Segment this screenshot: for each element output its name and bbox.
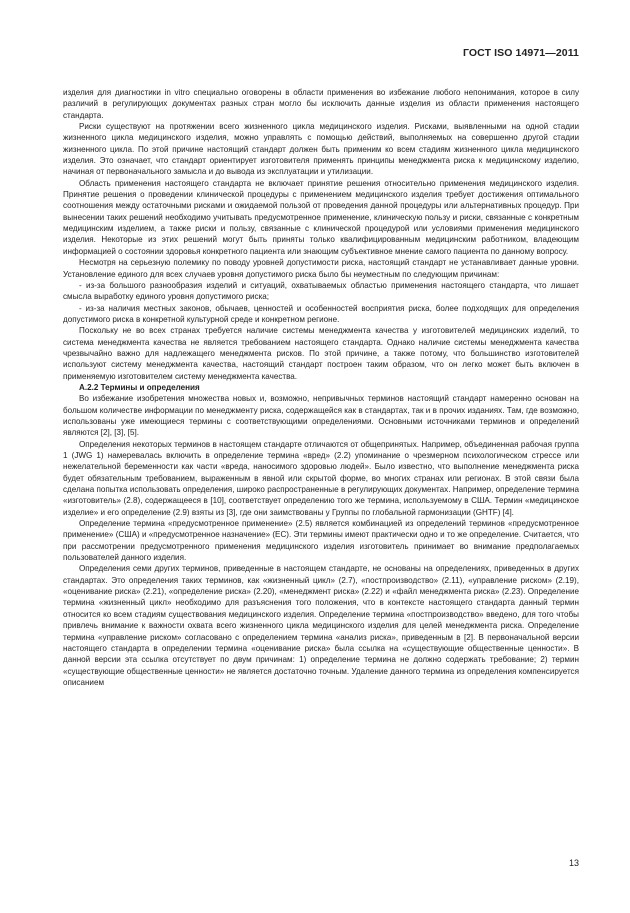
- paragraph: Во избежание изобретения множества новых и, возможно, непривычных терминов настоящий стандарт намеренно основан на большом количестве информации по менеджменту риска, содержащейся как в стандартах, так и в прочих изданиях. Там, где возможно, использованы уже имеющиеся термины с соответствующими определениями. Основными источниками терминов и определений являются [2], [3], [5].: [63, 394, 579, 438]
- paragraph: Поскольку не во всех странах требуется наличие системы менеджмента качества у изготовителей медицинских изделий, то система менеджмента качества не является требованием настоящего стандарта. Однако наличие системы менеджмента качества чрезвычайно важно для надлежащего менеджмента рисков. По этой причине, а также потому, что большинство изготовителей используют систему менеджмента качества, настоящий стандарт построен таким образом, что он легко может быть включен в применяемую изготовителем систему менеджмента качества.: [63, 326, 579, 381]
- paragraph: Определение термина «предусмотренное применение» (2.5) является комбинацией из определений терминов «предусмотренное применение» (США) и «предусмотренное назначение» (ЕС). Эти термины имеют практически одно и то же определение. Считается, что при рассмотрении предусмотренного применения медицинского изделия изготовитель принимает во внимание предполагаемых пользователей данного изделия.: [63, 519, 579, 563]
- paragraph: Определения некоторых терминов в настоящем стандарте отличаются от общепринятых. Например, объединенная рабочая группа 1 (JWG 1) намеревалась включить в определение термина «вред» (2.2) упоминание о чрезмерном психологическом стрессе или нежелательной беременности как части «вреда, наносимого здоровью людей». Было известно, что выполнение менеджмента риска будет обязательным требованием, выраженным в явной или скрытой форме, во многих странах или регионах. В этой связи была сделана попытка использовать определения, широко распространенные в регулирующих документах. Например, определение термина «изготовитель» (2.8), содержащееся в [10], соответствует определению того же термина, используемому в США. Термин «медицинское изделие» и его определение (2.9) взяты из [3], где они заимствованы у Группы по глобальной гармонизации (GHTF) [4].: [63, 439, 579, 517]
- paragraph: Риски существуют на протяжении всего жизненного цикла медицинского изделия. Рисками, выявленными на одной стадии жизненного цикла медицинского изделия, можно управлять с помощью действий, выполняемых на совершенно другой стадии жизненного цикла. По этой причине настоящий стандарт должен быть применим ко всем стадиям жизненного цикла медицинского изделия. Это означает, что стандарт ориентирует изготовителя применять принципы менеджмента риска к медицинскому изделию, начиная от первоначального замысла и до вывода из эксплуатации и утилизации.: [63, 122, 579, 177]
- section-heading: А.2.2 Термины и определения: [79, 382, 200, 392]
- paragraph: Определения семи других терминов, приведенные в настоящем стандарте, не основаны на определениях, приведенных в других стандартах. Это определения таких терминов, как «жизненный цикл» (2.7), «постпроизводство» (2.11), «управление риском» (2.19), «оценивание риска» (2.21), «определение риска» (2.20), «менеджмент риска» (2.22) и «файл менеджмента риска» (2.23). Определение термина «жизненный цикл» необходимо для разъяснения того положения, что в контексте настоящего стандарта данный термин относится ко всем стадиям существования медицинского изделия. Определение термина «постпроизводство» введено, для того чтобы привлечь внимание к важности охвата всего жизненного цикла медицинского изделия для целей менеджмента риска. Определение термина «управление риском» согласовано с определением термина «анализ риска», приведенным в [2]. В первоначальной версии настоящего стандарта в определении термина «оценивание риска» была ссылка на «существующие общественные ценности». В данной версии эта ссылка отсутствует по двум причинам: 1) определение термина не должно содержать требование; 2) термин «существующие общественные ценности» не является достаточно точным. Удаление данного термина из определения компенсируется описанием: [63, 564, 579, 687]
- document-code-header: ГОСТ ISO 14971—2011: [462, 47, 579, 59]
- paragraph: - из-за наличия местных законов, обычаев, ценностей и особенностей восприятия риска, более подходящих для определения допустимого риска в конкретной культурной среде и конкретном регионе.: [63, 303, 579, 324]
- paragraph: Несмотря на серьезную полемику по поводу уровней допустимости риска, настоящий стандарт не устанавливает данные уровни. Установление единого для всех случаев уровня допустимого риска было бы неуместным по следующим причинам:: [63, 258, 579, 279]
- paragraph: изделия для диагностики in vitro специально оговорены в области применения во избежание любого непонимания, которое в силу различий в регулирующих документах разных стран могло бы исключить данные изделия из области применения настоящего стандарта.: [63, 88, 579, 120]
- document-body: [63, 87, 579, 688]
- paragraph: - из-за большого разнообразия изделий и ситуаций, охватываемых областью применения настоящего стандарта, что лишает смысла выработку единого уровня допустимого риска;: [63, 280, 579, 302]
- page-number: 13: [568, 858, 579, 868]
- paragraph: Область применения настоящего стандарта не включает принятие решения относительно применения медицинского изделия. Принятие решения о проведении клинической процедуры с применением медицинского изделия требует достижения оптимального соотношения между остаточными рисками и ожидаемой пользой от проведения данной процедуры или альтернативных процедур. При вынесении таких решений необходимо учитывать предусмотренное применение, клиническую пользу и риски, связанные с конкретным медицинским изделием, а также риски и пользу, связанные с клинической процедурой или условиями применения медицинского изделия. Некоторые из этих решений могут быть приняты только квалифицированным медицинским работником, владеющим информацией о состоянии здоровья конкретного пациента или знающим субъективное мнение самого пациента по данному вопросу.: [63, 178, 579, 256]
